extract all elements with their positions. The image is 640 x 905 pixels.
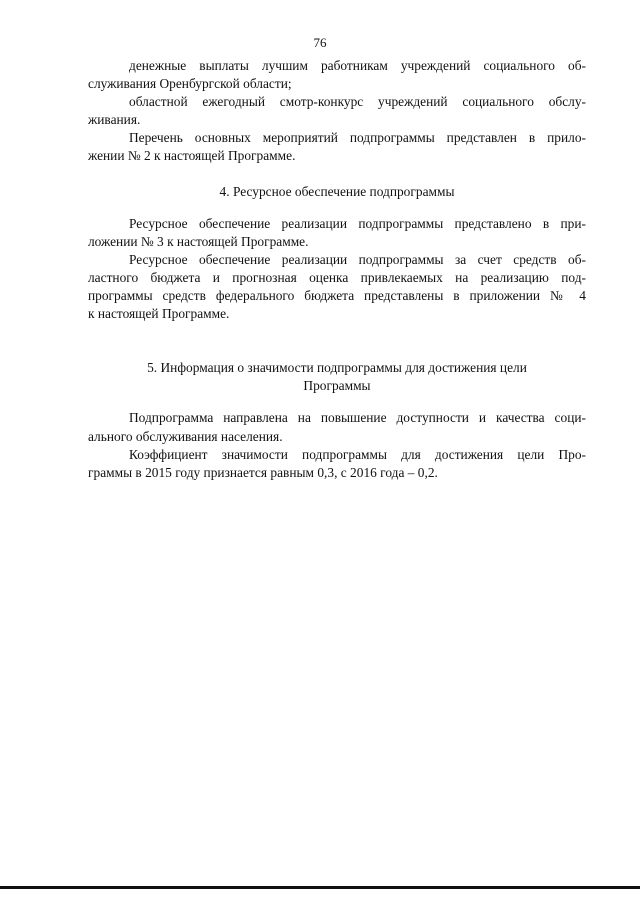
- document-body: [88, 57, 586, 482]
- text-line: к настоящей Программе.: [88, 306, 230, 322]
- text-line: граммы в 2015 году признается равным 0,3, с 2016 года – 0,2.: [88, 464, 438, 480]
- section-5-heading-line: Программы: [303, 378, 371, 394]
- page-bottom-rule: [0, 886, 640, 889]
- page-number: 76: [313, 35, 327, 50]
- section-5-paragraphs: [88, 409, 586, 481]
- text-line: ложении № 3 к настоящей Программе.: [88, 233, 309, 249]
- text-line: ального обслуживания населения.: [88, 428, 283, 444]
- text-line: ластного бюджета и прогнозная оценка привлекаемых на реализацию под-: [88, 269, 586, 285]
- text-line: областной ежегодный смотр-конкурс учреждений социального обслу-: [129, 94, 586, 110]
- text-line: служивания Оренбургской области;: [88, 76, 292, 92]
- intro-paragraphs: [88, 57, 586, 166]
- text-line: жении № 2 к настоящей Программе.: [88, 148, 296, 164]
- section-5-heading-line: 5. Информация о значимости подпрограммы для достижения цели: [147, 360, 527, 376]
- text-line: программы средств федерального бюджета представлены в приложении № 4: [88, 288, 586, 304]
- text-line: Ресурсное обеспечение реализации подпрограммы за счет средств об-: [129, 251, 586, 267]
- text-line: Перечень основных мероприятий подпрограммы представлен в прило-: [129, 130, 586, 146]
- text-line: денежные выплаты лучшим работникам учреждений социального об-: [129, 58, 586, 73]
- section-5-heading: [88, 359, 586, 395]
- section-4-paragraphs: [88, 215, 586, 324]
- section-4-heading: 4. Ресурсное обеспечение подпрограммы: [219, 183, 455, 199]
- text-line: Коэффициент значимости подпрограммы для достижения цели Про-: [129, 446, 586, 462]
- text-line: живания.: [88, 112, 141, 128]
- text-line: Подпрограмма направлена на повышение доступности и качества соци-: [129, 410, 586, 426]
- text-line: Ресурсное обеспечение реализации подпрограммы представлено в при-: [129, 215, 586, 231]
